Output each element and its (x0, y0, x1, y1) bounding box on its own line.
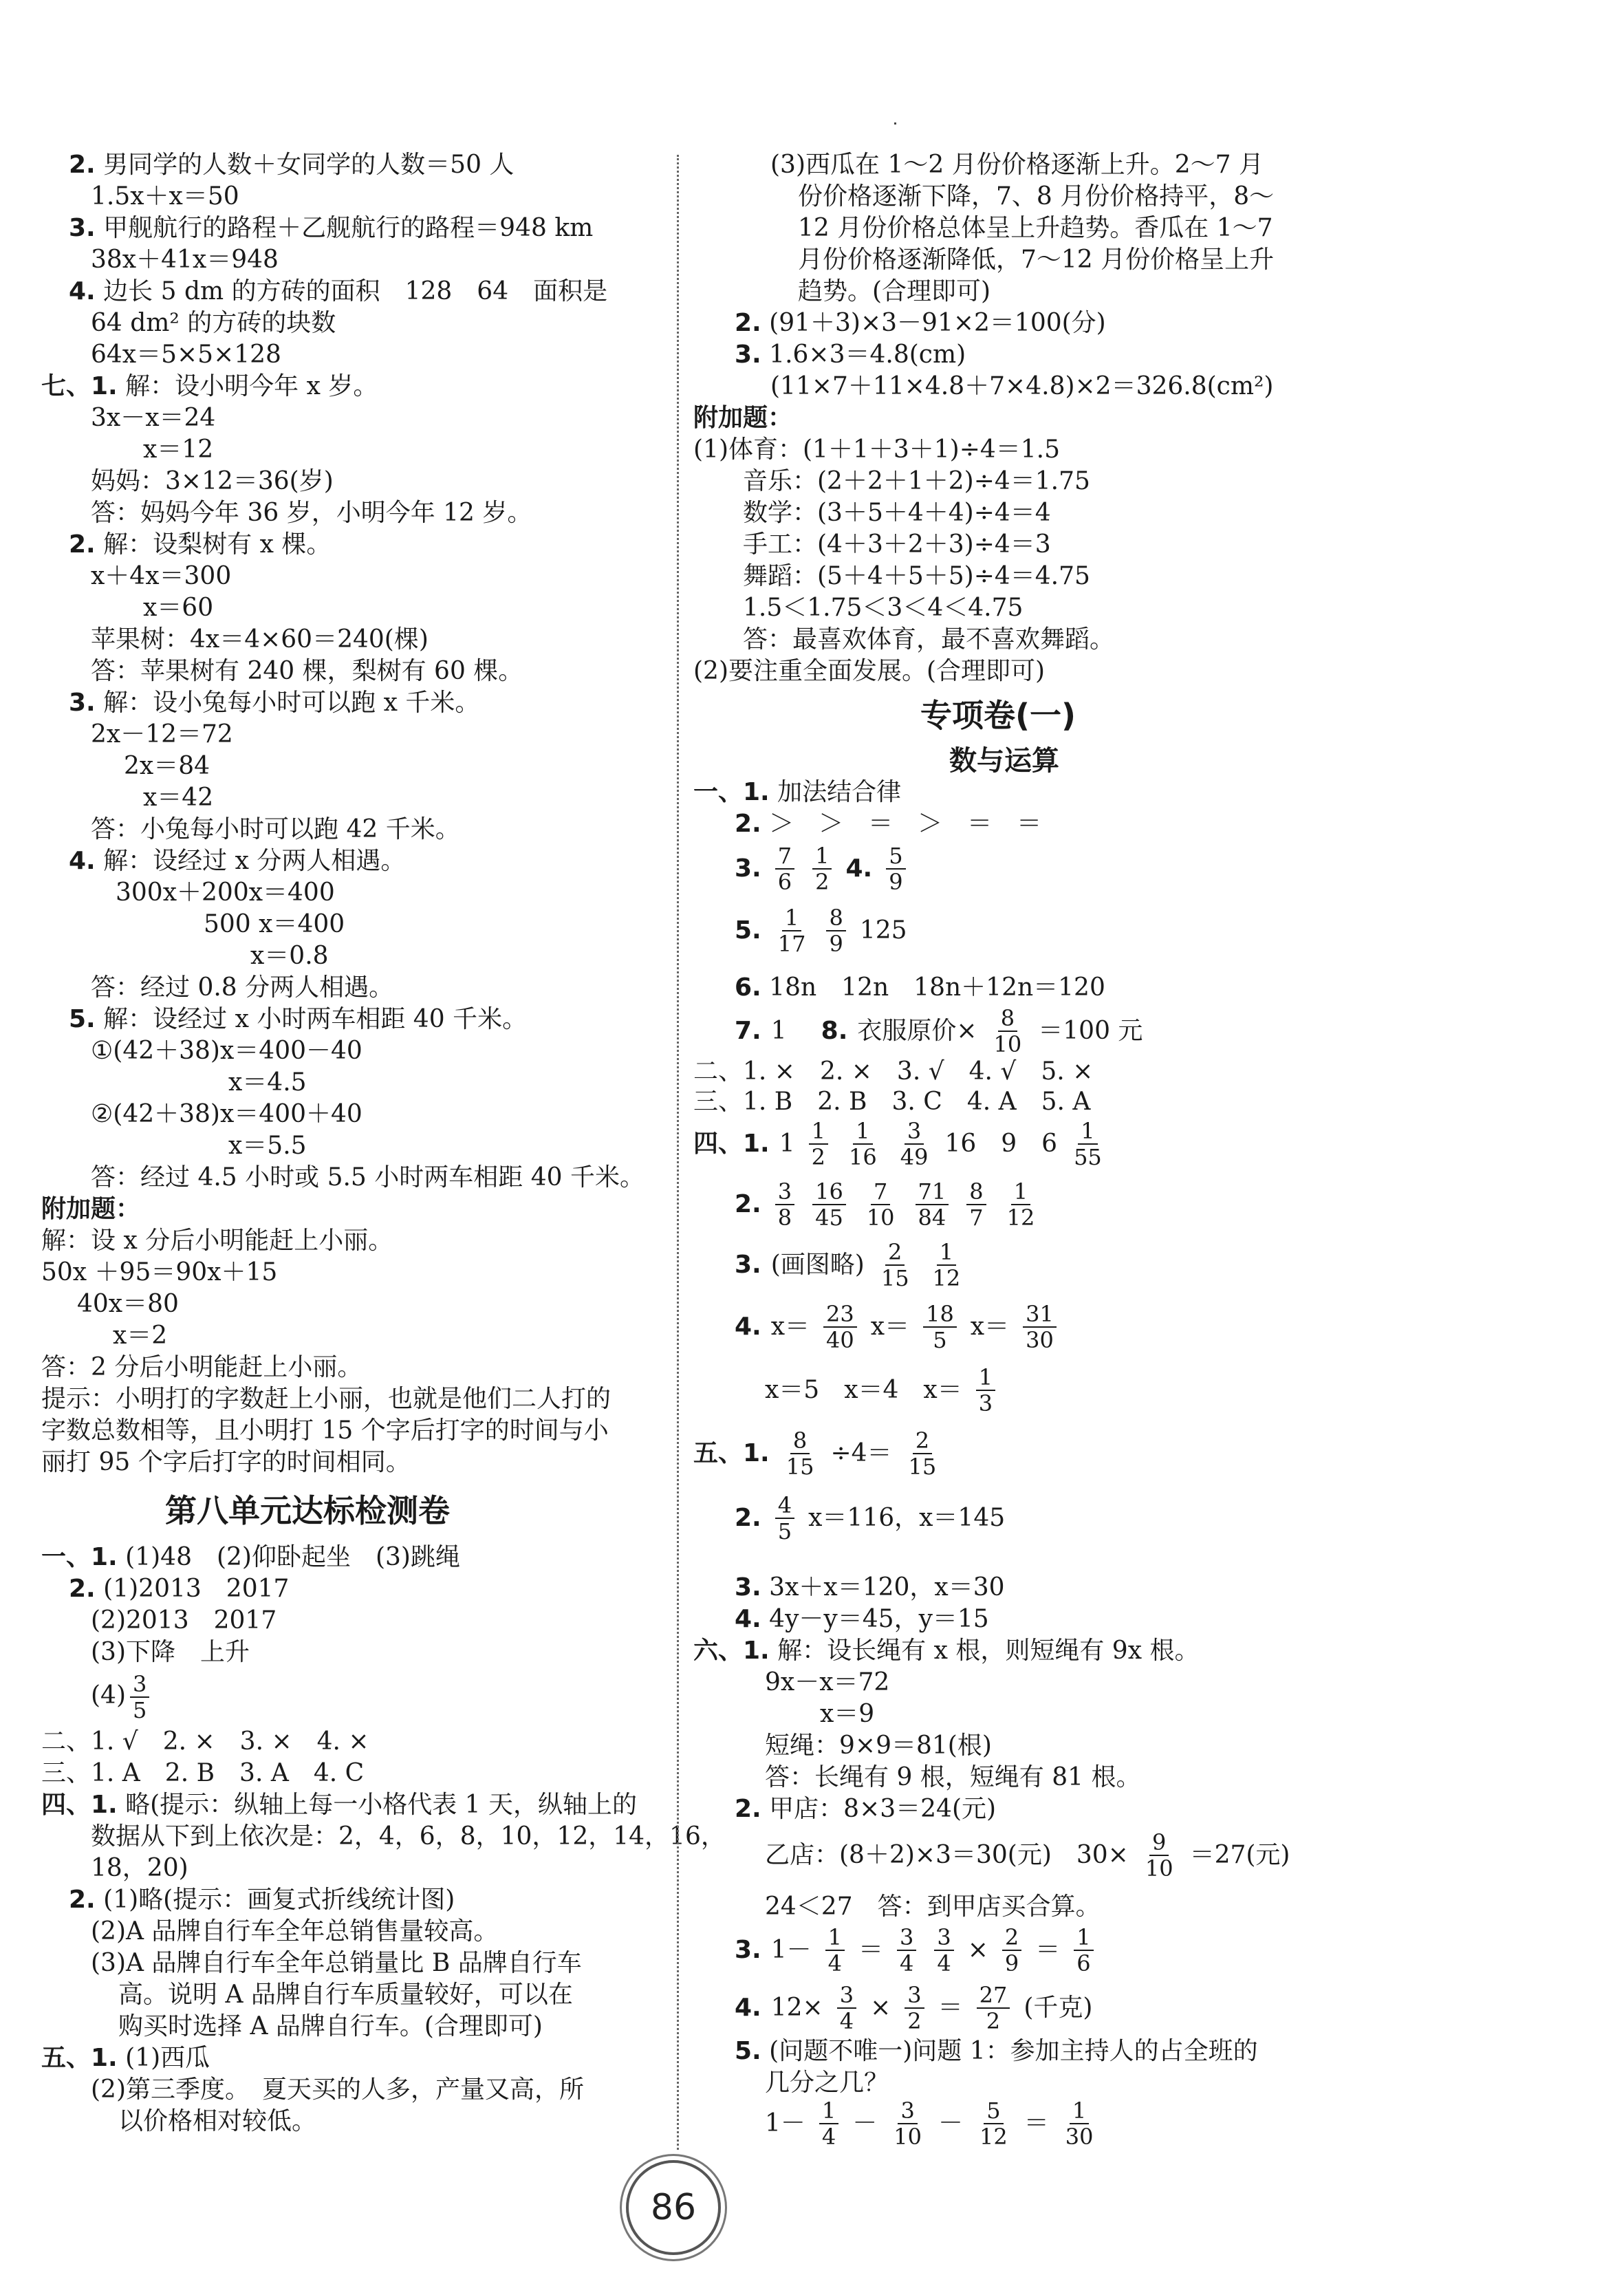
fraction: 31 30 (1023, 1302, 1057, 1352)
answer-line: 二、1. √ 2. × 3. × 4. × (41, 1727, 369, 1756)
answer-line: 38x＋41x＝948 (91, 246, 279, 274)
answer-line: 字数总数相等，且小明打 15 个字后打字的时间与小 (41, 1416, 609, 1445)
section-heading: 第八单元达标检测卷 (165, 1492, 450, 1529)
answer-line: (2)A 品牌自行车全年总销售量较高。 (91, 1917, 499, 1945)
fraction: $\frac{8}{15}$ (786, 1427, 814, 1480)
fraction: 18 5 (923, 1302, 957, 1352)
answer-line: 短绳：9×9＝81(根) (765, 1732, 992, 1760)
answer-line: 解：设 x 分后小明能赶上小丽。 (41, 1227, 393, 1255)
answer-line: 9x－x＝72 (765, 1668, 890, 1696)
fraction-answer-line: x＝5 x＝4 x＝ 1 3 (765, 1365, 999, 1416)
answer-line: (2)要注重全面发展。(合理即可) (693, 657, 1046, 685)
answer-line: 2. 解：设梨树有 x 棵。 (69, 530, 332, 559)
answer-line: 40x＝80 (77, 1290, 179, 1318)
answer-line: 12 月份价格总体呈上升趋势。香瓜在 1～7 (798, 214, 1273, 242)
fraction-answer-line: 四、1. 1 1 2 1 16 3 49 16 9 6 1 55 (693, 1119, 1109, 1169)
fraction: 1 12 (932, 1239, 961, 1291)
answer-line: 答：苹果树有 240 棵，梨树有 60 棵。 (91, 657, 523, 685)
fraction: 5 9 (886, 843, 905, 894)
answer-line: 答：小兔每小时可以跑 42 千米。 (91, 815, 460, 843)
answer-line: (3)下降 上升 (91, 1638, 250, 1666)
answer-line: 3. 3x＋x＝120，x＝30 (735, 1573, 1005, 1602)
answer-line: 300x＋200x＝400 (116, 878, 335, 907)
fraction: $\frac{3}{4}$ (837, 1983, 856, 2034)
answer-line: 6. 18n 12n 18n＋12n＝120 (735, 973, 1105, 1002)
answer-line: 500 x＝400 (204, 910, 345, 938)
answer-line: 份价格逐渐下降，7、8 月份价格持平，8～ (798, 182, 1275, 211)
fraction: 1 6 (1074, 1925, 1093, 1976)
fraction: 5 12 (979, 2098, 1008, 2150)
fraction: 23 40 (823, 1302, 857, 1352)
answer-line: 2. (1)略(提示：画复式折线统计图) (69, 1886, 455, 1914)
answer-line: 3x－x＝24 (91, 404, 216, 432)
page-number: 86 (626, 2160, 721, 2255)
answer-line: 4. 边长 5 dm 的方砖的面积 128 64 面积是 (69, 277, 608, 305)
answer-line: 三、1. A 2. B 3. A 4. C (41, 1759, 365, 1787)
fraction: 27 2 (977, 1983, 1010, 2034)
answer-line: (2)第三季度。 夏天买的人多，产量又高，所 (91, 2075, 584, 2104)
answer-line: x＝2 (113, 1322, 168, 1350)
answer-line: 五、1. (1)西瓜 (41, 2044, 210, 2072)
answer-line: x＝12 (143, 435, 214, 464)
answer-line: 答：最喜欢体育，最不喜欢舞蹈。 (743, 625, 1115, 654)
answer-line: 3. 甲舰航行的路程＋乙舰航行的路程＝948 km (69, 214, 594, 242)
answer-line: 三、1. B 2. B 3. C 4. A 5. A (693, 1088, 1091, 1116)
fraction-answer-line: 3. 1－ 1 4 ＝ 3 4 $\frac{3}{4}$ × $\frac{2}{9}$ ＝ 1 6 (735, 1925, 1098, 1976)
answer-line: 几分之几？ (765, 2069, 889, 2097)
answer-line: 购买时选择 A 品牌自行车。(合理即可) (118, 2012, 543, 2040)
answer-line: 数学：(3＋5＋4＋4)÷4＝4 (743, 499, 1051, 527)
fraction: 1 55 (1074, 1118, 1102, 1170)
answer-line: 答：经过 4.5 小时或 5.5 小时两车相距 40 千米。 (91, 1163, 645, 1192)
answer-line: 2x＝84 (124, 752, 210, 780)
answer-line: 趋势。(合理即可) (798, 277, 991, 305)
answer-line: 2. 甲店：8×3＝24(元) (735, 1795, 997, 1823)
answer-line: 七、1. 解：设小明今年 x 岁。 (41, 372, 378, 400)
answer-line: 64x＝5×5×128 (91, 341, 281, 369)
answer-line: (11×7＋11×4.8＋7×4.8)×2＝326.8(cm²) (770, 372, 1274, 400)
answer-line: 答：长绳有 9 根，短绳有 81 根。 (765, 1763, 1141, 1791)
answer-line: 四、1. 略(提示：纵轴上每一小格代表 1 天，纵轴上的 (41, 1791, 638, 1819)
answer-line: 丽打 95 个字后打字的时间相同。 (41, 1448, 411, 1476)
fraction: 1 17 (777, 905, 806, 957)
answer-line: 以价格相对较低。 (118, 2107, 317, 2135)
scan-speck (894, 122, 896, 125)
fraction-answer-line: 4. x＝ 23 40 x＝ 18 5 x＝ 31 30 (735, 1302, 1061, 1352)
fraction: 1 16 (849, 1118, 877, 1170)
answer-line: 18，20) (91, 1854, 188, 1882)
answer-line: (3)西瓜在 1～2 月份价格逐渐上升。2～7 月 (770, 151, 1264, 179)
answer-line: 4. 解：设经过 x 分两人相遇。 (69, 847, 406, 875)
answer-line: 5. (问题不唯一)问题 1：参加主持人的占全班的 (735, 2037, 1258, 2065)
fraction: 8 9 (826, 905, 845, 956)
answer-line: 2. 男同学的人数＋女同学的人数＝50 人 (69, 151, 515, 179)
fraction: 2 15 (908, 1427, 937, 1480)
answer-line: x＝0.8 (250, 942, 329, 970)
answer-line: 4. 4y－y＝45，y＝15 (735, 1605, 989, 1633)
answer-line: 3. 1.6×3＝4.8(cm) (735, 341, 966, 369)
answer-line: 24＜27 答：到甲店买合算。 (765, 1893, 1101, 1921)
answer-line: 答：妈妈今年 36 岁，小明今年 12 岁。 (91, 499, 532, 527)
fraction: 3 8 (775, 1179, 794, 1230)
fraction: 1 3 (976, 1365, 995, 1416)
fraction: 1 30 (1065, 2098, 1094, 2150)
answer-line: 数据从下到上依次是：2，4，6，8，10，12，14，16， (91, 1822, 726, 1851)
fraction: 7 10 (866, 1178, 895, 1231)
fraction-answer-line: 3. (画图略) 2 15 1 12 (735, 1240, 967, 1291)
answer-line: 附加题： (41, 1195, 141, 1223)
answer-line: x＝4.5 (228, 1068, 307, 1097)
answer-line: 1.5x＋x＝50 (91, 182, 239, 211)
answer-line: 六、1. 解：设长绳有 x 根，则短绳有 9x 根。 (693, 1637, 1200, 1665)
answer-line: (3)A 品牌自行车全年总销量比 B 品牌自行车 (91, 1949, 582, 1977)
answer-line: 2. (91＋3)×3－91×2＝100(分) (735, 309, 1106, 337)
answer-line: 舞蹈：(5＋4＋5＋5)÷4＝4.75 (743, 562, 1090, 590)
answer-line: 64 dm² 的方砖的块数 (91, 309, 336, 337)
fraction-answer-line: 五、1. $\frac{8}{15}$ ÷4＝ 2 15 (693, 1428, 943, 1479)
fraction: 1 4 (819, 2098, 838, 2149)
answer-line: x＝60 (143, 594, 214, 622)
answer-line: 50x ＋95＝90x＋15 (41, 1258, 278, 1286)
answer-line: 二、1. × 2. × 3. √ 4. √ 5. × (693, 1057, 1094, 1086)
fraction: $\frac{3}{2}$ (905, 1983, 924, 2034)
answer-line: 一、1. (1)48 (2)仰卧起坐 (3)跳绳 (41, 1543, 460, 1571)
answer-line: 妈妈：3×12＝36(岁) (91, 467, 334, 495)
answer-line: 音乐：(2＋2＋1＋2)÷4＝1.75 (743, 467, 1090, 495)
answer-line: (2)2013 2017 (91, 1606, 277, 1635)
fraction: $\frac{9}{10}$ (1145, 1829, 1173, 1882)
fraction: 3 4 (897, 1925, 916, 1976)
answer-line: (4) $\frac{3}{5}$ (91, 1672, 153, 1723)
section-subheading: 数与运算 (949, 745, 1059, 777)
fraction: 7 6 (775, 843, 794, 894)
fraction-answer-line: 5. 1 17 8 9 125 (735, 905, 907, 957)
answer-line: 附加题： (693, 404, 793, 432)
fraction: 1 4 (825, 1925, 845, 1976)
answer-line: 答：经过 0.8 分两人相遇。 (91, 973, 394, 1002)
answer-line: 提示：小明打的字数赶上小丽，也就是他们二人打的 (41, 1385, 611, 1413)
fraction: $\frac{3}{5}$ (130, 1672, 149, 1723)
fraction-answer-line: 3. 7 6 1 2 4. 5 9 (735, 843, 910, 894)
fraction: $\frac{2}{9}$ (1002, 1925, 1021, 1976)
answer-line: 手工：(4＋3＋2＋3)÷4＝3 (743, 530, 1051, 559)
answer-line: 高。说明 A 品牌自行车质量较好，可以在 (118, 1981, 573, 2009)
fraction: 1 2 (809, 1119, 828, 1169)
fraction: 71 84 (916, 1179, 949, 1230)
answer-line: (1)体育：(1＋1＋3＋1)÷4＝1.5 (693, 435, 1061, 464)
fraction: $\frac{3}{4}$ (934, 1925, 953, 1976)
answer-line: ②(42＋38)x＝400＋40 (91, 1100, 362, 1128)
fraction-answer-line: 7. 1 8. 衣服原价× $\frac{8}{10}$ ＝100 元 (735, 1005, 1143, 1057)
section-heading: 专项卷(一) (920, 697, 1076, 734)
fraction-answer-line: 1－ 1 4 － 3 10 － 5 12 ＝ 1 30 (765, 2098, 1100, 2149)
answer-line: 答：2 分后小明能赶上小丽。 (41, 1353, 362, 1381)
answer-line: 苹果树：4x＝4×60＝240(棵) (91, 625, 429, 654)
column-divider (677, 155, 679, 2150)
fraction: 3 49 (900, 1118, 929, 1170)
fraction: $\frac{8}{10}$ (993, 1005, 1022, 1057)
answer-line: 3. 解：设小兔每小时可以跑 x 千米。 (69, 689, 480, 717)
fraction: 4 5 (775, 1493, 794, 1544)
fraction-answer-line: 4. 12× $\frac{3}{4}$ × $\frac{3}{2}$ ＝ 27 2 (千克) (735, 1982, 1093, 2034)
answer-line: 2. (1)2013 2017 (69, 1575, 290, 1603)
answer-line: 一、1. 加法结合律 (693, 778, 902, 806)
answer-line: ①(42＋38)x＝400－40 (91, 1037, 362, 1065)
fraction: 2 15 (880, 1239, 909, 1291)
fraction-answer-line: 2. 4 5 x＝116，x＝145 (735, 1492, 1006, 1544)
answer-line: 2. ＞ ＞ ＝ ＞ ＝ ＝ (735, 810, 1042, 838)
answer-line: 2x－12＝72 (91, 720, 233, 748)
answer-line: 5. 解：设经过 x 小时两车相距 40 千米。 (69, 1005, 528, 1033)
answer-line: x＝9 (820, 1700, 875, 1728)
fraction-answer-line: 2. 3 8 16 45 7 10 71 84 8 7 1 12 (735, 1179, 1041, 1230)
answer-line: x＝42 (143, 784, 214, 812)
answer-line: 月份价格逐渐降低，7～12 月份价格呈上升 (798, 246, 1275, 274)
fraction: 16 45 (812, 1179, 846, 1230)
fraction: 3 10 (894, 2098, 922, 2150)
answer-line: x＝5.5 (228, 1132, 307, 1160)
fraction: 1 12 (1006, 1178, 1035, 1231)
fraction: 1 2 (812, 843, 832, 894)
fraction: 8 7 (966, 1179, 986, 1230)
fraction-answer-line: 乙店：(8＋2)×3＝30(元) 30× $\frac{9}{10}$ ＝27(元) (765, 1829, 1290, 1882)
answer-line: x＋4x＝300 (91, 562, 232, 590)
answer-line: 1.5＜1.75＜3＜4＜4.75 (743, 594, 1024, 622)
